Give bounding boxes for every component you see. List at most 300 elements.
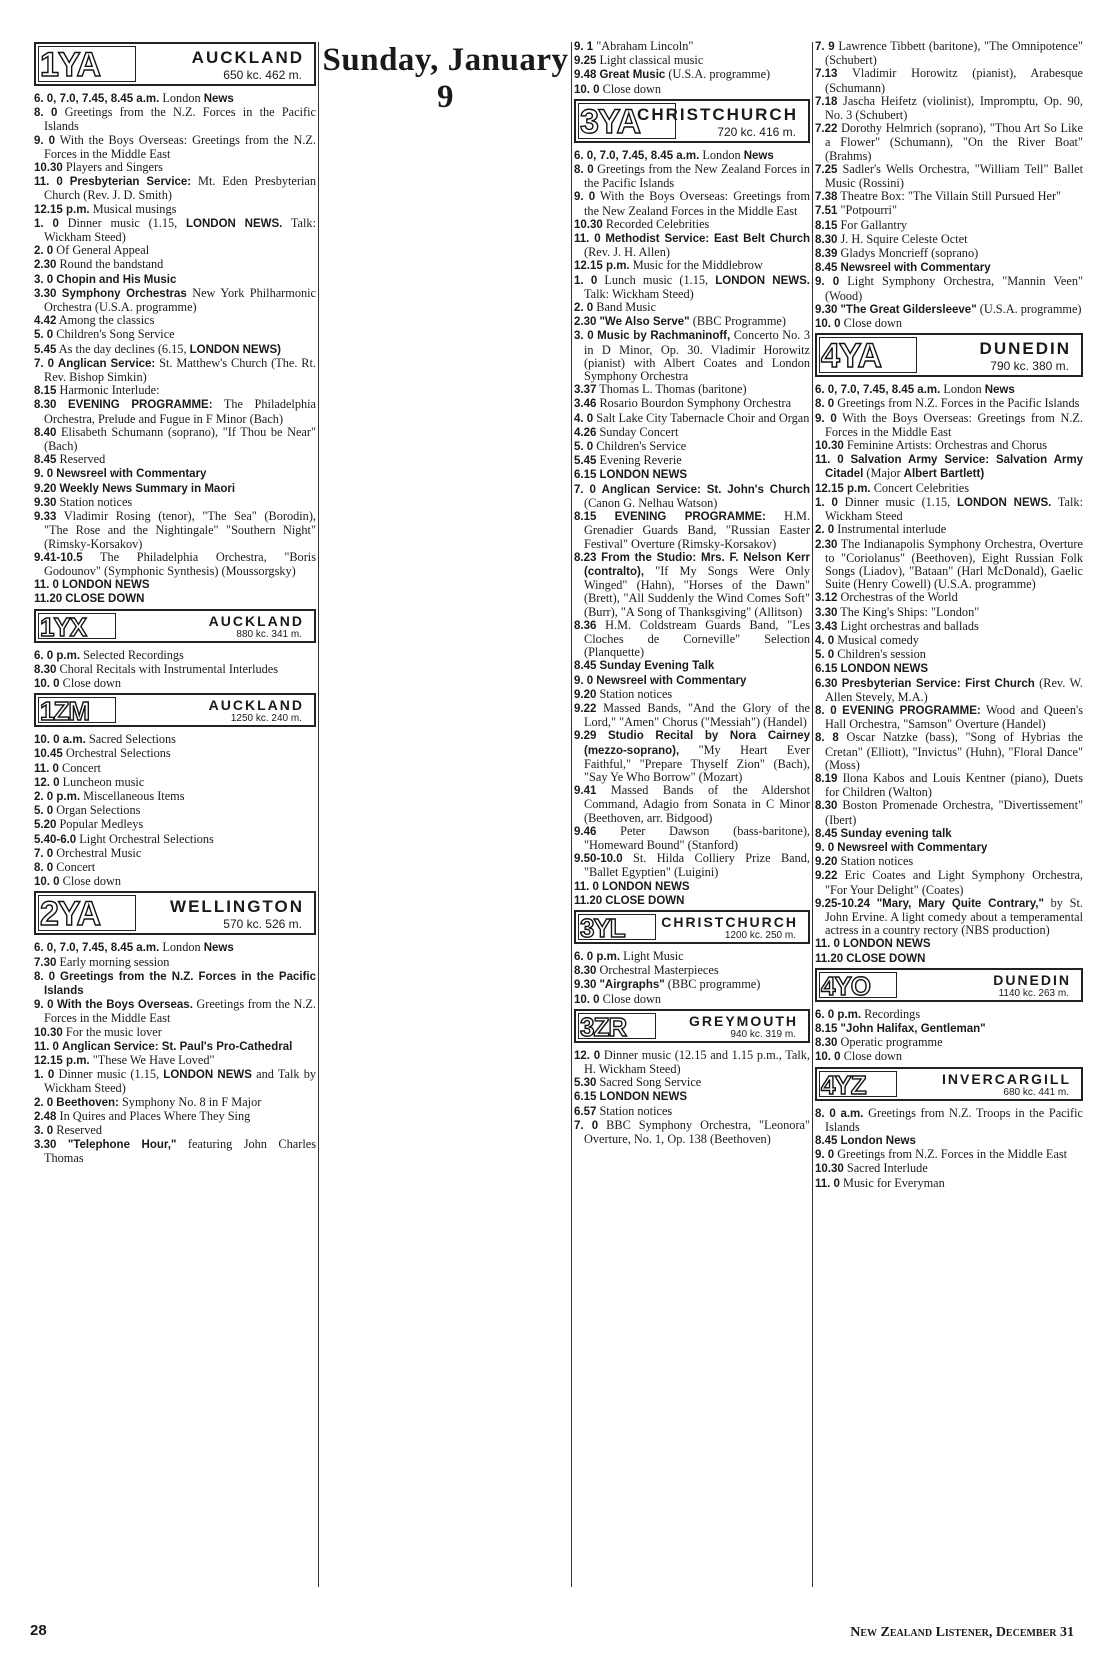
program-entry	[815, 841, 1083, 855]
program-time: 8.30	[574, 965, 597, 978]
program-description: H.M. Coldstream Guards Band, "Les Cloches de Corneville" Selection (Planquette)	[584, 617, 810, 660]
station-frequency: 650 kc. 462 m.	[223, 68, 302, 82]
program-time: 9.30	[574, 979, 597, 992]
program-time: 10. 0	[815, 1051, 841, 1064]
program-highlight: LONDON NEWS	[62, 579, 150, 592]
program-description: The Philadelphia Orchestra, "Boris Godounov" (Symphonic Synthesis) (Moussorgsky)	[44, 549, 316, 578]
program-highlight: LONDON NEWS)	[189, 343, 281, 356]
program-description: Gladys Moncrieff (soprano)	[840, 246, 979, 261]
program-description: London	[162, 91, 201, 105]
program-time: 10. 0	[574, 83, 600, 96]
station-header	[574, 1009, 810, 1043]
program-time: 8. 0	[34, 107, 58, 120]
program-time: 10. 0	[815, 318, 841, 331]
program-time: 8.39	[815, 248, 838, 261]
program-time: 1. 0	[34, 217, 59, 230]
program-time: 10.30	[815, 1163, 844, 1176]
program-time: 1. 0	[815, 496, 838, 509]
program-description: Of General Appeal	[56, 243, 150, 258]
program-description: Lunch music (1.15,	[604, 272, 709, 287]
program-entry	[34, 578, 316, 592]
program-time: 10.30	[34, 162, 63, 175]
program-description: (Major	[866, 466, 901, 481]
program-time: 4.42	[34, 315, 57, 328]
program-description: Luncheon music	[62, 774, 145, 789]
program-time: 11.20	[34, 593, 63, 606]
station-frequency: 1250 kc. 240 m.	[230, 713, 302, 725]
program-description: Children's Service	[596, 439, 687, 454]
program-time: 11. 0	[574, 233, 601, 246]
program-time: 8. 0	[815, 398, 835, 411]
program-entry	[574, 852, 810, 879]
program-time: 6. 0 p.m.	[815, 1008, 862, 1021]
program-time: 3. 0	[574, 330, 594, 343]
program-entry	[34, 762, 316, 776]
program-description: Recordings	[864, 1006, 921, 1021]
program-entry	[34, 287, 316, 314]
program-highlight: Presbyterian Service:	[69, 176, 192, 189]
program-entry	[815, 233, 1083, 247]
page-title: Sunday, January 9	[322, 42, 569, 115]
program-highlight: News	[984, 384, 1015, 397]
station-callsign: 3YA	[580, 102, 641, 141]
program-description: Miscellaneous Items	[83, 788, 185, 803]
program-entry	[574, 426, 810, 440]
program-entry	[815, 1008, 1083, 1022]
program-description: "My Heart Ever Faithful," "Prepare Thyself Zion" (Bach), "Say Ye Who Borrow" (Mozart)	[584, 742, 810, 784]
program-time: 9. 0	[815, 412, 837, 425]
program-time: 7.18	[815, 95, 838, 108]
program-entry	[34, 175, 316, 202]
column-3	[574, 40, 810, 1146]
program-description: "Potpourri"	[840, 203, 897, 218]
program-time: 9.48	[574, 69, 597, 82]
program-highlight: LONDON NEWS	[599, 1091, 687, 1104]
program-time: 6. 0, 7.0, 7.45, 8.45 a.m.	[34, 93, 160, 105]
program-description: Concert	[62, 760, 101, 775]
program-description: Instrumental interlude	[837, 522, 947, 537]
program-time: 8.30	[34, 663, 57, 676]
program-time: 11. 0	[574, 880, 599, 893]
program-description: Greetings from N.Z. Forces in the Middle East	[837, 1147, 1068, 1162]
program-entry	[815, 95, 1083, 122]
program-time: 9. 0	[815, 841, 835, 854]
program-time: 8.15	[815, 1023, 838, 1035]
program-entry	[34, 1124, 316, 1138]
program-description: Station notices	[599, 1103, 673, 1118]
program-entry	[34, 833, 316, 847]
program-highlight: EVENING PROGRAMME:	[67, 399, 213, 412]
program-time: 6.15	[574, 469, 597, 482]
station-frequency: 940 kc. 319 m.	[730, 1028, 796, 1040]
program-highlight: CLOSE DOWN	[846, 952, 926, 965]
program-time: 7.30	[34, 956, 57, 969]
program-highlight: Music by Rachmaninoff,	[597, 330, 731, 343]
program-description: J. H. Squire Celeste Octet	[840, 231, 968, 246]
program-entry	[815, 523, 1083, 537]
station-callsign: 3YL	[580, 912, 625, 943]
program-entry	[574, 83, 810, 97]
program-highlight: Sunday evening talk	[840, 827, 952, 840]
program-entry	[574, 950, 810, 964]
program-description: Theatre Box: "The Villain Still Pursued Her"	[840, 189, 1062, 204]
program-entry	[815, 439, 1083, 453]
program-highlight: Chopin and His Music	[56, 273, 177, 286]
program-entry	[815, 897, 1083, 938]
program-time: 8.30	[815, 233, 838, 246]
program-description: Greetings from N.Z. Forces in the Pacific Islands	[837, 396, 1080, 411]
program-entry	[815, 397, 1083, 411]
station-callsign: 3ZR	[580, 1011, 627, 1042]
program-description: Close down	[843, 316, 903, 331]
program-entry	[815, 827, 1083, 841]
program-description: (U.S.A. programme)	[668, 67, 771, 82]
program-time: 3.30	[34, 287, 57, 300]
program-entry	[574, 315, 810, 329]
program-entry	[574, 301, 810, 315]
station-frequency: 570 kc. 526 m.	[223, 917, 302, 932]
station-callsign: 4YO	[821, 970, 871, 1001]
program-time: 9.22	[574, 702, 597, 715]
station-city: DUNEDIN	[993, 971, 1071, 988]
program-description: Feminine Artists: Orchestras and Chorus	[846, 438, 1048, 453]
program-time: 9.41	[574, 785, 597, 798]
program-entry	[815, 383, 1083, 397]
program-entry	[574, 1090, 810, 1104]
station-frequency: 680 kc. 441 m.	[1003, 1086, 1069, 1098]
program-description: The Philadelphia Orchestra, Prelude and Fugue in F Minor (Bach)	[44, 397, 316, 426]
program-entry	[815, 1162, 1083, 1176]
program-time: 12. 0	[34, 776, 60, 789]
program-description: The King's Ships: "London"	[840, 604, 980, 619]
program-entry	[815, 731, 1083, 772]
program-description: Concert Celebrities	[873, 480, 969, 495]
program-entry	[574, 978, 810, 992]
program-highlight: Albert Bartlett)	[903, 468, 985, 481]
program-time: 11. 0	[815, 1177, 840, 1190]
program-time: 5.45	[574, 455, 597, 468]
program-description: Orchestral Music	[56, 845, 142, 860]
program-highlight: EVENING PROGRAMME:	[842, 704, 981, 717]
program-time: 6.15	[574, 1091, 597, 1104]
program-description: St. Matthew's Church (The. Rt. Rev. Bishop Simkin)	[44, 355, 316, 385]
program-description: Orchestral Selections	[65, 746, 171, 761]
column-4	[815, 40, 1083, 1191]
program-entry	[815, 163, 1083, 190]
program-time: 2.30	[574, 316, 597, 329]
program-description: "If My Songs Were Only Winged" (Hahn), "Horses of the Dawn" (Brett), "All Suddenly the Wind Comes Soft" (Burr), "A Song of Thanksgiving" (Allitson)	[584, 563, 810, 619]
program-description: Talk: Wickham Steed)	[584, 286, 694, 301]
program-entry	[574, 483, 810, 510]
program-description: Light orchestras and ballads	[840, 618, 979, 633]
program-description: London	[162, 940, 201, 955]
program-entry	[34, 1138, 316, 1165]
program-description: Close down	[62, 675, 122, 690]
program-description: Music for the Middlebrow	[632, 258, 763, 273]
program-entry	[815, 538, 1083, 592]
program-time: 7. 0	[574, 483, 596, 496]
program-description: Choral Recitals with Instrumental Interludes	[59, 661, 279, 676]
program-entry	[815, 303, 1083, 317]
program-entry	[574, 1076, 810, 1090]
program-entry	[34, 875, 316, 889]
program-entry	[815, 952, 1083, 966]
program-time: 5. 0	[34, 805, 54, 818]
program-description: Dinner music (1.15,	[67, 215, 178, 230]
program-description: and Talk by Wickham Steed)	[44, 1067, 316, 1096]
program-description: Station notices	[840, 854, 914, 869]
program-highlight: Newsreel with Commentary	[56, 468, 207, 481]
program-entry	[815, 122, 1083, 163]
program-highlight: LONDON NEWS.	[715, 274, 810, 287]
program-entry	[34, 134, 316, 161]
program-description: Reserved	[59, 452, 106, 467]
program-entry	[815, 662, 1083, 676]
program-time: 7. 0	[574, 1119, 599, 1132]
program-entry	[815, 1050, 1083, 1064]
program-description: Talk: Wickham Steed	[825, 494, 1083, 524]
page-number: 28	[30, 1622, 47, 1639]
program-time: 8.30	[815, 1037, 838, 1050]
program-entry	[815, 317, 1083, 331]
program-entry	[574, 68, 810, 82]
program-description: Wood and Queen's Hall Orchestra, "Samson" Overture (Handel)	[825, 702, 1083, 732]
program-entry	[574, 274, 810, 301]
program-time: 11. 0	[815, 454, 844, 467]
station-header	[574, 99, 810, 143]
program-description: Mt. Eden Presbyterian Church (Rev. J. D. Smith)	[44, 174, 316, 203]
program-description: Harmonic Interlude:	[59, 383, 160, 398]
column-rule	[318, 42, 319, 1587]
station-city: CHRISTCHURCH	[661, 913, 798, 930]
program-description: Players and Singers	[65, 160, 163, 175]
program-description: Peter Dawson (bass-baritone), "Homeward Bound" (Stanford)	[584, 823, 810, 852]
program-time: 9. 1	[574, 41, 594, 53]
program-highlight: CLOSE DOWN	[65, 593, 145, 606]
program-highlight: LONDON NEWS	[599, 469, 687, 482]
program-time: 4.26	[574, 426, 597, 439]
program-entry	[34, 343, 316, 357]
program-entry	[34, 1068, 316, 1095]
program-entry	[574, 674, 810, 688]
program-time: 12.15 p.m.	[34, 203, 90, 216]
program-entry	[34, 804, 316, 818]
program-time: 6. 0, 7.0, 7.45, 8.45 a.m.	[815, 384, 941, 397]
program-entry	[34, 1054, 316, 1068]
program-time: 10. 0	[574, 993, 600, 1006]
column-rule	[812, 42, 813, 1587]
program-time: 7.13	[815, 68, 838, 81]
program-time: 9.29	[574, 730, 597, 743]
program-entry	[574, 964, 810, 978]
program-description: (U.S.A. programme)	[979, 301, 1082, 316]
program-description: Light classical music	[599, 53, 704, 68]
program-time: 3.43	[815, 620, 838, 633]
program-time: 12.15 p.m.	[574, 260, 630, 273]
program-description: Oscar Natzke (bass), "Song of Hybrias the Cretan" (Elliott), "Invictus" (Huhn), "Floral Dance" (Moss)	[825, 730, 1083, 772]
program-description: Boston Promenade Orchestra, "Divertissement" (Ibert)	[825, 798, 1083, 827]
program-time: 11. 0	[34, 1040, 59, 1053]
program-highlight: "We Also Serve"	[599, 316, 690, 329]
program-entry	[34, 790, 316, 804]
program-description: Sacred Song Service	[599, 1075, 702, 1090]
program-time: 9.20	[34, 482, 57, 495]
program-entry	[574, 163, 810, 190]
program-entry	[34, 747, 316, 761]
program-time: 9.22	[815, 870, 838, 883]
program-highlight: Great Music	[599, 69, 666, 82]
program-highlight: News	[203, 93, 234, 105]
program-time: 6.57	[574, 1105, 597, 1118]
station-callsign: 2YA	[40, 895, 101, 934]
station-city: CHRISTCHURCH	[637, 104, 798, 124]
program-entry	[815, 634, 1083, 648]
program-entry	[815, 261, 1083, 275]
station-callsign: 4YZ	[821, 1069, 866, 1100]
program-time: 11. 0	[34, 176, 63, 189]
program-description: Close down	[602, 991, 662, 1006]
program-entry	[574, 993, 810, 1007]
program-description: H.M. Grenadier Guards Band, "Russian Easter Festival" Overture (Rimsky-Korsakov)	[584, 509, 810, 551]
program-time: 10.30	[34, 1026, 63, 1039]
program-entry	[34, 861, 316, 875]
program-entry	[34, 482, 316, 496]
station-callsign: 1ZM	[40, 696, 89, 727]
program-highlight: LONDON NEWS	[840, 663, 928, 676]
station-header	[815, 333, 1083, 377]
program-entry	[34, 941, 316, 955]
program-time: 9.30	[815, 303, 838, 316]
program-entry	[815, 869, 1083, 896]
program-highlight: LONDON NEWS	[163, 1069, 252, 1082]
program-time: 9. 0	[574, 191, 596, 204]
program-entry	[34, 398, 316, 425]
program-entry	[574, 702, 810, 729]
program-description: Station notices	[59, 494, 133, 509]
program-time: 12.15 p.m.	[34, 1054, 90, 1067]
program-description: (Rev. W. Allen Stevely, M.A.)	[825, 675, 1083, 704]
program-time: 8.23	[574, 551, 597, 564]
program-entry	[815, 772, 1083, 799]
program-entry	[34, 998, 316, 1025]
program-entry	[815, 40, 1083, 67]
program-time: 8. 0	[34, 970, 56, 983]
program-time: 2.48	[34, 1110, 57, 1123]
program-highlight: Anglican Service: St. Paul's Pro-Cathedral	[62, 1040, 293, 1053]
program-description: Ilona Kabos and Louis Kentner (piano), Duets for Children (Walton)	[825, 770, 1083, 800]
program-description: (Canon G. Nelhau Watson)	[584, 495, 718, 510]
program-time: 7. 0	[34, 847, 54, 860]
program-time: 8.45	[815, 262, 838, 275]
program-entry	[34, 106, 316, 133]
program-time: 5.30	[574, 1077, 597, 1090]
program-entry	[34, 314, 316, 328]
program-time: 8. 0 a.m.	[815, 1107, 864, 1120]
program-time: 3.37	[574, 384, 597, 397]
listing-page	[34, 40, 1083, 1610]
program-time: 9. 0	[815, 276, 840, 289]
program-description: Round the bandstand	[59, 257, 164, 272]
program-entry	[34, 818, 316, 832]
program-entry	[34, 776, 316, 790]
program-time: 9. 0	[815, 1149, 835, 1162]
program-highlight: With the Boys Overseas.	[57, 999, 193, 1012]
program-description: Organ Selections	[56, 803, 141, 818]
program-entry	[815, 219, 1083, 233]
program-description: Sadler's Wells Orchestra, "William Tell" Ballet Music (Rossini)	[825, 161, 1083, 191]
program-time: 6.15	[815, 663, 838, 676]
program-time: 3.30	[815, 606, 838, 619]
program-entry	[574, 40, 810, 54]
program-description: Musical musings	[92, 201, 177, 216]
program-time: 2. 0	[815, 524, 835, 537]
program-description: New York Philharmonic Orchestra (U.S.A. programme)	[44, 285, 316, 315]
program-time: 8.19	[815, 772, 838, 785]
program-entry	[34, 1110, 316, 1124]
program-description: Vladimir Horowitz (pianist), Arabesque (Schumann)	[825, 66, 1083, 95]
program-time: 8.30	[34, 399, 57, 412]
program-time: 3.46	[574, 398, 597, 411]
program-time: 6. 0 p.m.	[34, 649, 81, 662]
program-time: 11. 0	[34, 762, 59, 775]
station-frequency: 1140 kc. 263 m.	[998, 987, 1069, 999]
program-time: 7. 9	[815, 41, 835, 53]
station-city: AUCKLAND	[208, 697, 304, 714]
program-highlight: Beethoven:	[56, 1096, 119, 1109]
program-entry	[574, 551, 810, 619]
program-time: 6. 0, 7.0, 7.45, 8.45 a.m.	[574, 149, 700, 162]
program-time: 9. 0	[34, 999, 54, 1012]
program-time: 9.50-10.0	[574, 853, 623, 866]
program-highlight: Symphony Orchestras	[61, 287, 187, 300]
program-entry	[34, 970, 316, 998]
program-description: Early morning session	[59, 954, 170, 969]
program-time: 7. 0	[34, 357, 55, 370]
program-highlight: Studio Recital by Nora Cairney (mezzo-soprano),	[584, 730, 810, 757]
program-entry	[574, 784, 810, 825]
program-entry	[574, 440, 810, 454]
program-entry	[815, 704, 1083, 731]
program-entry	[34, 1040, 316, 1054]
program-entry	[815, 1177, 1083, 1191]
program-description: Concert	[56, 859, 96, 874]
program-entry	[34, 273, 316, 287]
program-entry	[815, 648, 1083, 662]
program-entry	[574, 397, 810, 411]
program-description: Light Music	[623, 948, 684, 963]
program-entry	[815, 1107, 1083, 1134]
program-time: 10. 0 a.m.	[34, 734, 86, 747]
column-1	[34, 40, 316, 1166]
program-time: 1. 0	[574, 274, 598, 287]
program-time: 8.15	[34, 385, 57, 398]
station-city: DUNEDIN	[979, 339, 1071, 359]
station-frequency: 880 kc. 341 m.	[236, 628, 302, 640]
program-description: Close down	[62, 874, 122, 889]
program-entry	[34, 956, 316, 970]
program-time: 9. 0	[34, 134, 55, 147]
program-description: Vladimir Rosing (tenor), "The Sea" (Borodin), "The Rose and the Nightingale" "Southern Night" (Rimsky-Korsakov)	[44, 509, 316, 551]
program-time: 8.40	[34, 426, 57, 439]
program-description: Rosario Bourdon Symphony Orchestra	[599, 396, 792, 411]
program-time: 6.30	[815, 677, 838, 690]
program-time: 9.46	[574, 825, 597, 838]
program-description: Close down	[843, 1049, 903, 1064]
program-description: Dinner music (1.15,	[844, 494, 951, 509]
program-entry	[34, 677, 316, 691]
program-time: 5. 0	[574, 441, 594, 454]
program-highlight: Sunday Evening Talk	[599, 660, 715, 673]
